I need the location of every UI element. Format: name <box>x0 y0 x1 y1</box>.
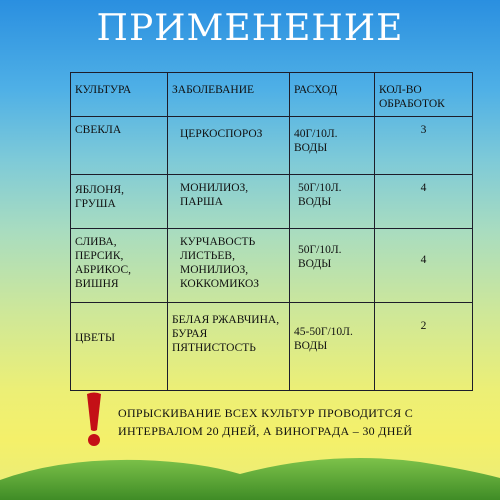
cell-crop: ЦВЕТЫ <box>71 303 168 391</box>
green-hill <box>0 440 500 500</box>
page-title: ПРИМЕНЕНИЕ <box>96 8 404 49</box>
cell-crop: ЯБЛОНЯ, ГРУША <box>71 175 168 229</box>
table-row <box>71 175 473 229</box>
table-row <box>71 117 473 175</box>
table-header-row <box>71 73 473 117</box>
cell-count: 3 <box>375 117 473 175</box>
cell-count: 4 <box>375 175 473 229</box>
cell-disease: ЦЕРКОСПОРОЗ <box>168 117 290 175</box>
cell-rate: 45-50Г/10Л. ВОДЫ <box>290 303 375 391</box>
cell-disease: БЕЛАЯ РЖАВЧИНА, БУРАЯ ПЯТНИСТОСТЬ <box>168 303 290 391</box>
table-row <box>71 229 473 303</box>
application-table <box>70 72 473 391</box>
cell-rate: 50Г/10Л. ВОДЫ <box>290 175 375 229</box>
cell-rate: 50Г/10Л. ВОДЫ <box>290 229 375 303</box>
cell-count: 2 <box>375 303 473 391</box>
header-crop: КУЛЬТУРА <box>71 73 168 117</box>
cell-crop: СВЕКЛА <box>71 117 168 175</box>
cell-count: 4 <box>375 229 473 303</box>
cell-disease: КУРЧАВОСТЬ ЛИСТЬЕВ, МОНИЛИОЗ, КОККОМИКОЗ <box>168 229 290 303</box>
table-row <box>71 303 473 391</box>
cell-disease: МОНИЛИОЗ, ПАРША <box>168 175 290 229</box>
note-text: ОПРЫСКИВАНИЕ ВСЕХ КУЛЬТУР ПРОВОДИТСЯ С ИНТЕРВАЛОМ 20 ДНЕЙ, А ВИНОГРАДА – 30 ДНЕЙ <box>118 406 414 438</box>
header-count: КОЛ-ВО ОБРАБОТОК <box>375 73 473 117</box>
header-rate: РАСХОД <box>290 73 375 117</box>
cell-crop: СЛИВА, ПЕРСИК, АБРИКОС, ВИШНЯ <box>71 229 168 303</box>
header-disease: ЗАБОЛЕВАНИЕ <box>168 73 290 117</box>
cell-rate: 40Г/10Л. ВОДЫ <box>290 117 375 175</box>
